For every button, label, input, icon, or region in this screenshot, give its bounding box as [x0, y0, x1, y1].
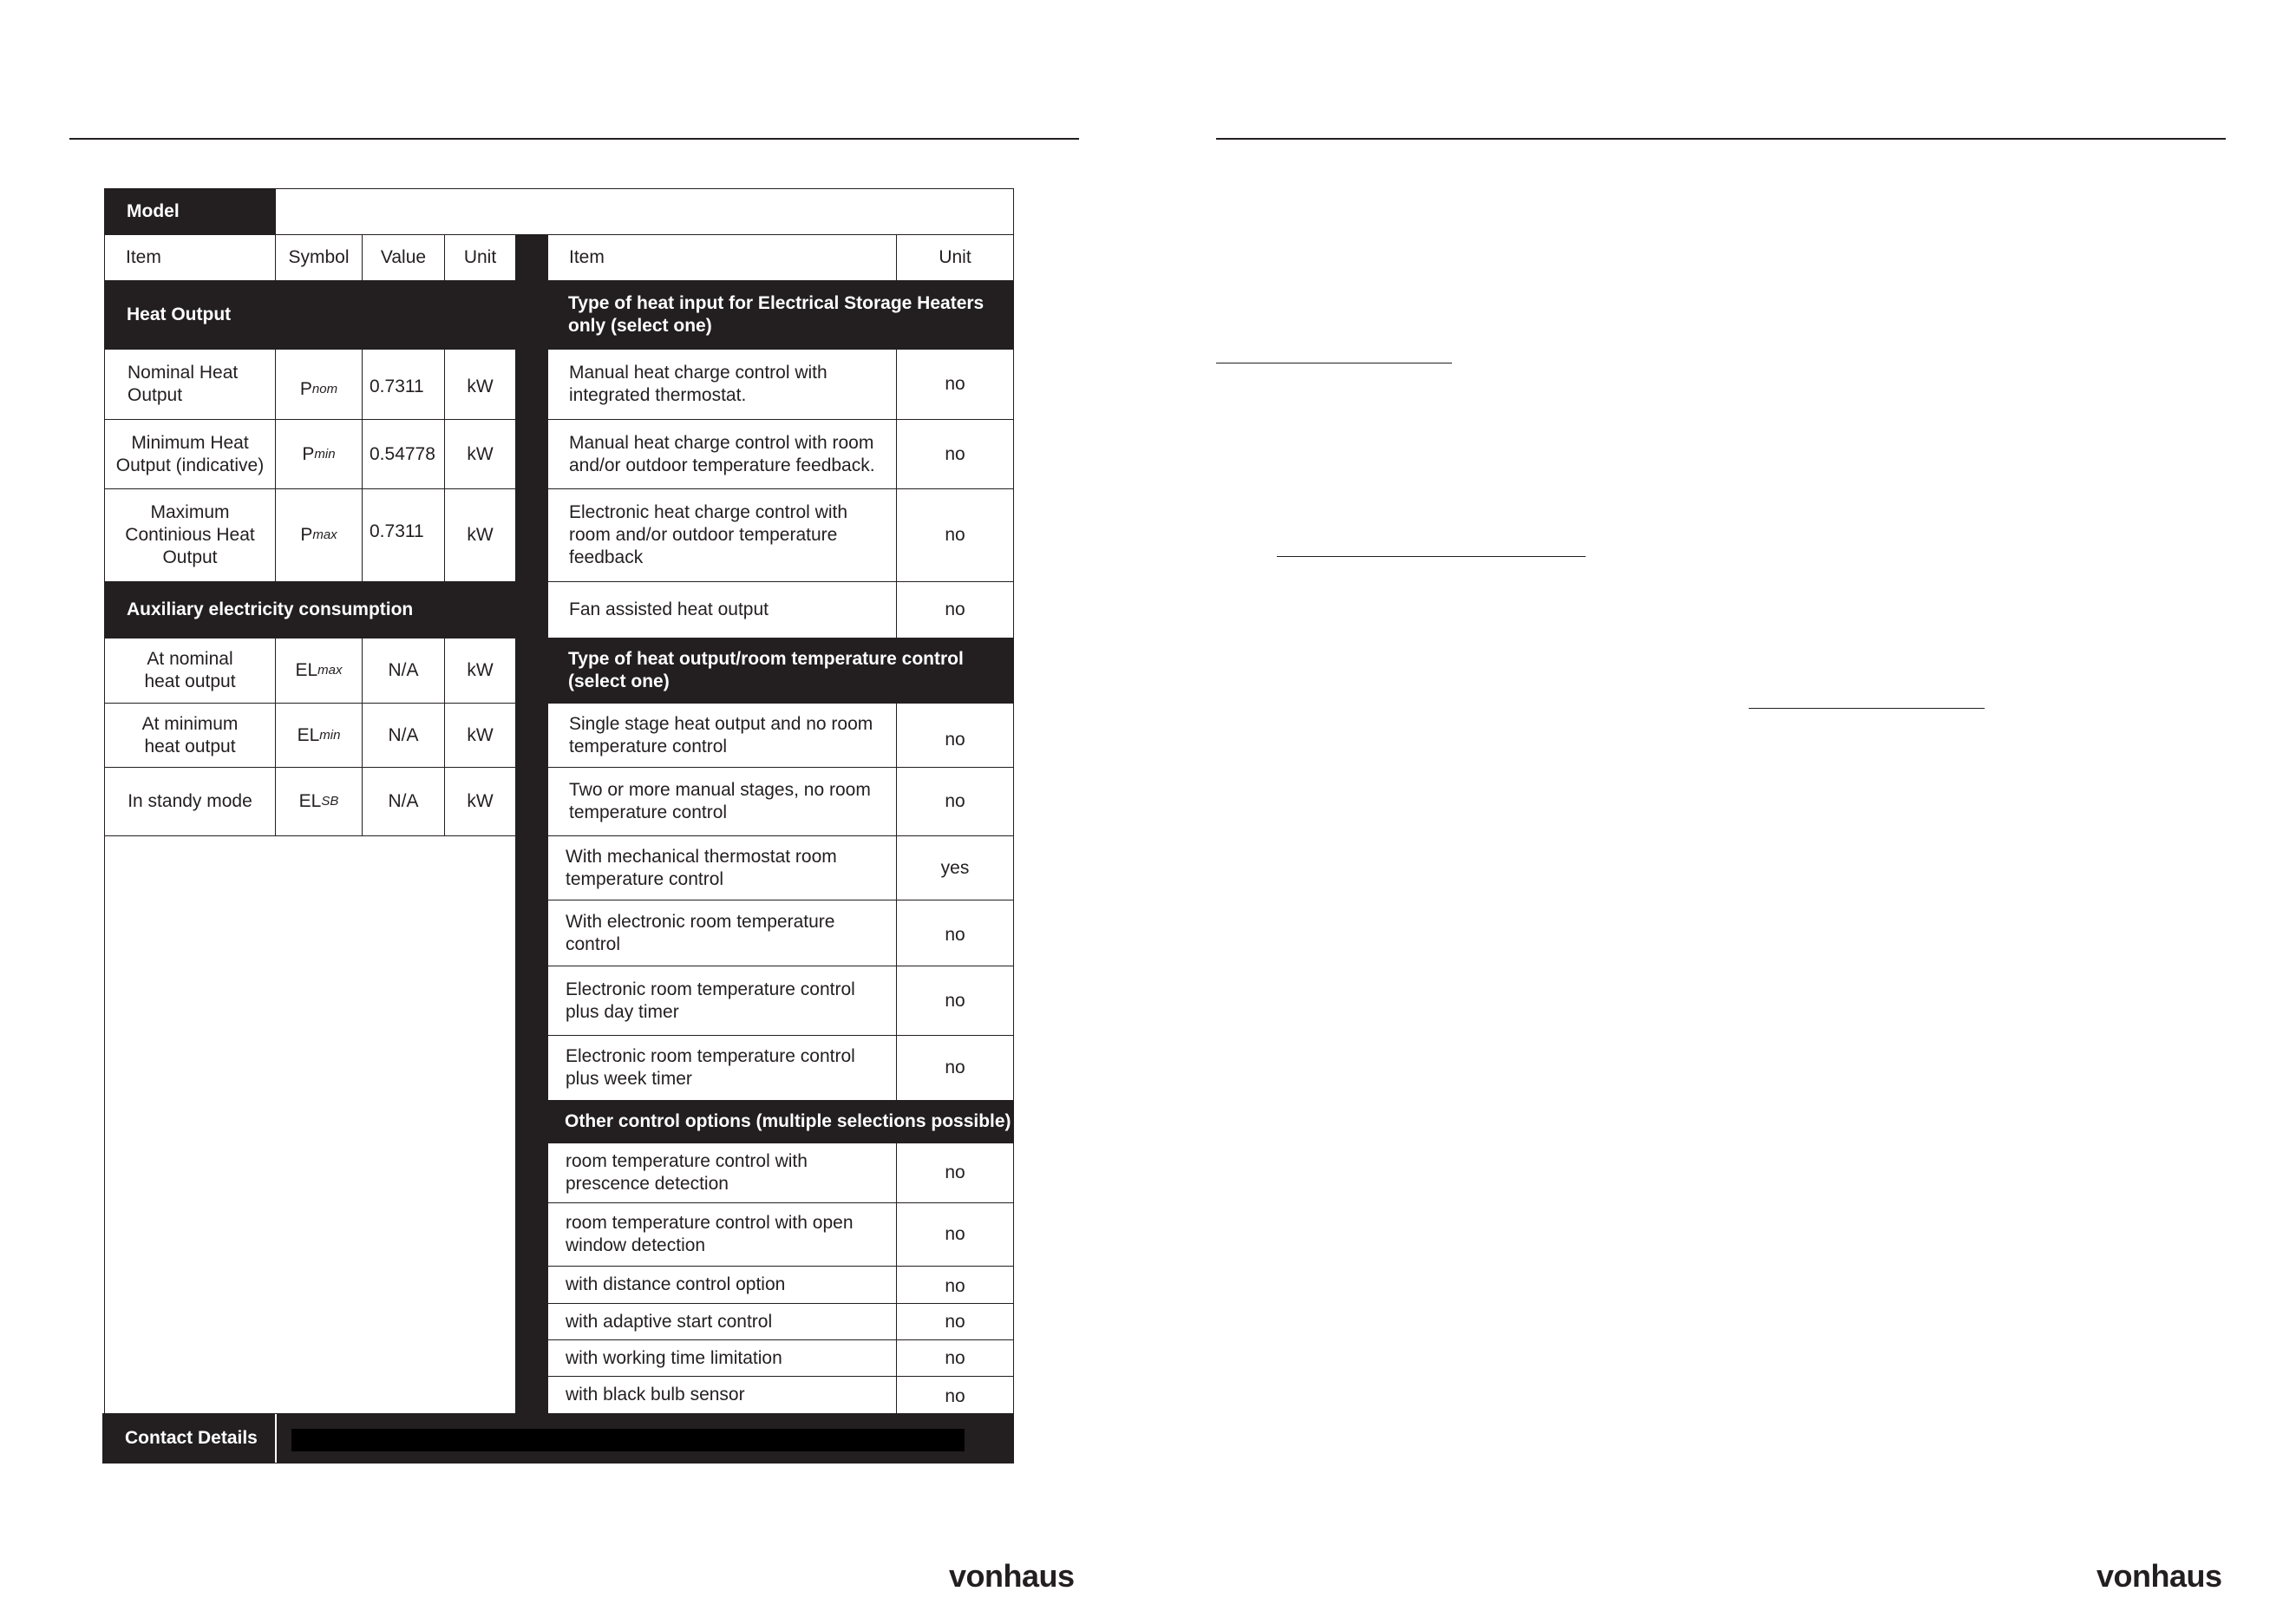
contact-label: Contact Details: [125, 1428, 258, 1448]
col-header-value: Value: [362, 234, 445, 281]
right-col-header-item: Item: [547, 234, 897, 281]
col-header-symbol: Symbol: [275, 234, 363, 281]
storage-row-2-item: Manual heat charge control with room and/or outdoor temperature feedback.: [547, 419, 897, 489]
heat-row-1-unit: kW: [444, 349, 516, 420]
room-row-5-unit: no: [896, 966, 1014, 1036]
aux-row-2-symbol: EL min: [275, 703, 363, 768]
heat-output-header: Heat Output: [127, 304, 232, 324]
aux-row-1-symbol: EL max: [275, 638, 363, 704]
other-row-1-item: room temperature control with prescence detection: [547, 1143, 897, 1203]
aux-row-2-unit: kW: [444, 703, 516, 768]
heat-row-1-value: 0.7311: [362, 349, 445, 420]
other-row-2-unit: no: [896, 1202, 1014, 1267]
model-label: Model: [127, 200, 180, 221]
room-row-5-item: Electronic room temperature control plus day timer: [547, 966, 897, 1036]
storage-header: Type of heat input for Electrical Storage Heaters only (select one): [568, 293, 984, 336]
aux-row-3-unit: kW: [444, 767, 516, 836]
right-page-underline-3: [1749, 708, 1985, 709]
heat-row-2-value: 0.54778: [362, 419, 445, 489]
center-divider-band: [515, 234, 548, 1414]
model-value: [275, 188, 1014, 236]
col-header-item: Item: [104, 234, 276, 281]
other-row-3-item: with distance control option: [547, 1266, 897, 1304]
room-row-4-item: With electronic room temperature control: [547, 900, 897, 966]
heat-row-3-unit: kW: [444, 488, 516, 582]
storage-row-3-unit: no: [896, 488, 1014, 582]
aux-header: Auxiliary electricity consumption: [127, 599, 414, 619]
other-row-4-item: with adaptive start control: [547, 1303, 897, 1340]
heat-row-3-symbol: P max: [275, 488, 363, 582]
aux-row-1-value: N/A: [362, 638, 445, 704]
other-row-4-unit: no: [896, 1303, 1014, 1340]
other-row-3-unit: no: [896, 1266, 1014, 1304]
aux-row-3-value: N/A: [362, 767, 445, 836]
storage-row-1-unit: no: [896, 349, 1014, 420]
storage-row-3-item: Electronic heat charge control with room and/or outdoor temperature feedback: [547, 488, 897, 582]
storage-row-4-unit: no: [896, 581, 1014, 638]
room-row-3-unit: yes: [896, 835, 1014, 900]
vonhaus-logo-right: vonhaus: [2096, 1558, 2222, 1594]
aux-row-1-unit: kW: [444, 638, 516, 704]
room-row-3-item: With mechanical thermostat room temperature control: [547, 835, 897, 900]
right-page-underline-2: [1277, 556, 1586, 557]
heat-row-2-unit: kW: [444, 419, 516, 489]
aux-row-2-value: N/A: [362, 703, 445, 768]
right-page-top-rule: [1216, 138, 2226, 140]
room-row-1-unit: no: [896, 703, 1014, 768]
aux-row-3-item: In standy mode: [104, 767, 276, 836]
other-row-6-unit: no: [896, 1376, 1014, 1414]
vonhaus-logo-left: vonhaus: [949, 1558, 1075, 1594]
room-row-2-unit: no: [896, 767, 1014, 836]
aux-row-1-item: At nominal heat output: [104, 638, 276, 704]
storage-row-4-item: Fan assisted heat output: [547, 581, 897, 638]
heat-row-3-item: Maximum Continious Heat Output: [104, 488, 276, 582]
other-row-1-unit: no: [896, 1143, 1014, 1203]
heat-row-1-symbol: P nom: [275, 349, 363, 420]
heat-row-1-item: Nominal Heat Output: [104, 349, 276, 420]
room-row-6-unit: no: [896, 1035, 1014, 1101]
other-row-2-item: room temperature control with open window detection: [547, 1202, 897, 1267]
aux-row-2-item: At minimum heat output: [104, 703, 276, 768]
other-header: Other control options (multiple selections possible): [565, 1111, 1011, 1131]
heat-row-3-value: 0.7311: [362, 488, 445, 582]
other-row-6-item: with black bulb sensor: [547, 1376, 897, 1414]
left-page-top-rule: [69, 138, 1079, 140]
left-empty-area: [104, 835, 516, 1415]
heat-row-2-symbol: P min: [275, 419, 363, 489]
right-col-header-unit: Unit: [896, 234, 1014, 281]
room-row-4-unit: no: [896, 900, 1014, 966]
room-row-1-item: Single stage heat output and no room temperature control: [547, 703, 897, 768]
room-row-2-item: Two or more manual stages, no room temperature control: [547, 767, 897, 836]
room-header: Type of heat output/room temperature control (select one): [568, 649, 964, 691]
storage-row-2-unit: no: [896, 419, 1014, 489]
other-row-5-item: with working time limitation: [547, 1339, 897, 1377]
contact-redacted-value: [291, 1429, 965, 1451]
aux-row-3-symbol: EL SB: [275, 767, 363, 836]
heat-row-2-item: Minimum Heat Output (indicative): [104, 419, 276, 489]
room-row-6-item: Electronic room temperature control plus week timer: [547, 1035, 897, 1101]
col-header-unit: Unit: [444, 234, 516, 281]
other-row-5-unit: no: [896, 1339, 1014, 1377]
storage-row-1-item: Manual heat charge control with integrated thermostat.: [547, 349, 897, 420]
contact-divider: [275, 1414, 277, 1463]
